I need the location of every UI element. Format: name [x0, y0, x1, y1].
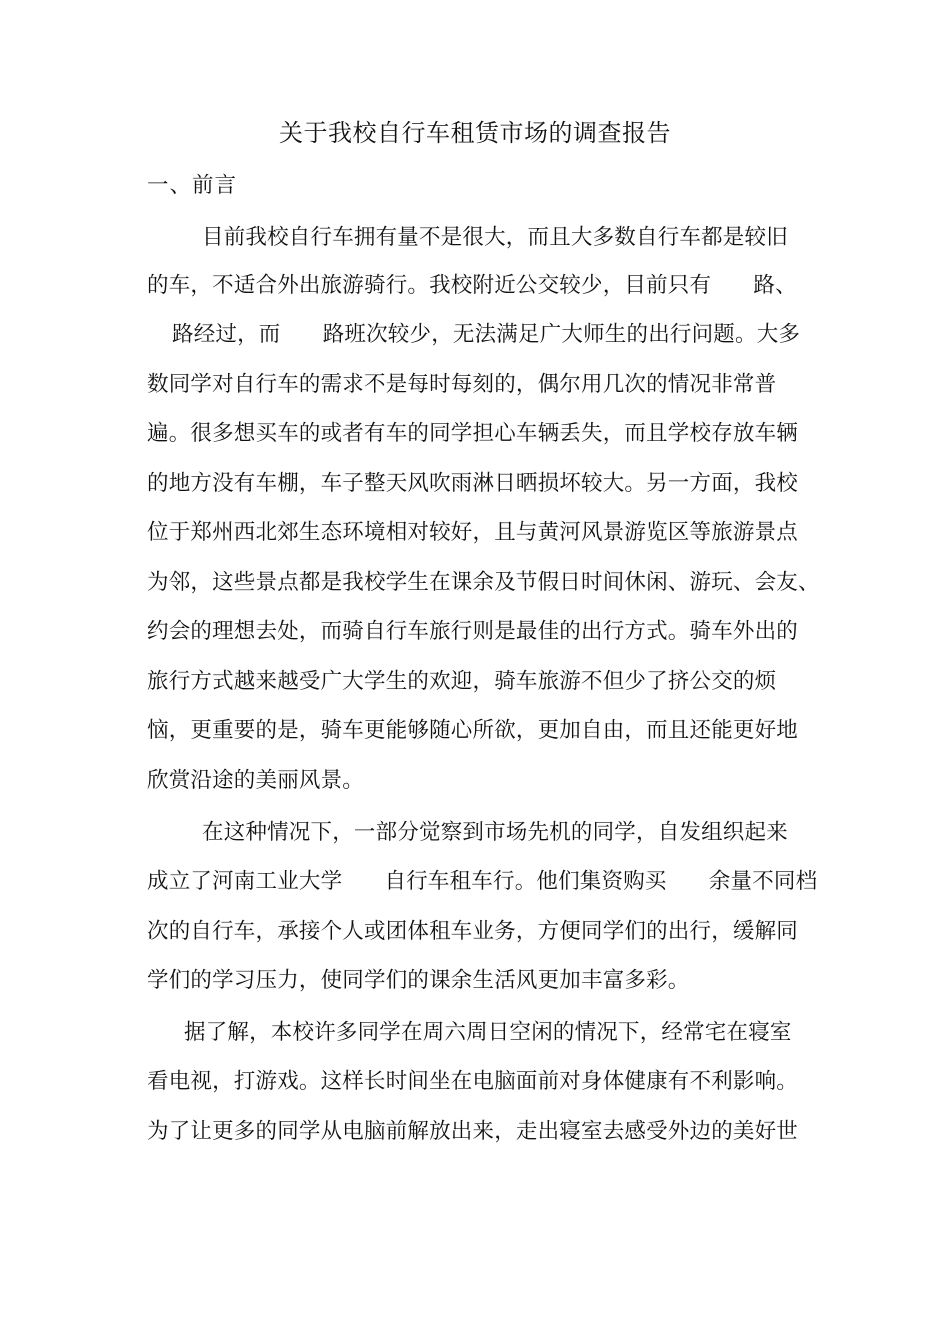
paragraph-line: 为邻，这些景点都是我校学生在课余及节假日时间休闲、游玩、会友、: [147, 570, 820, 595]
paragraph-line: 看电视，打游戏。这样长时间坐在电脑面前对身体健康有不利影响。: [147, 1069, 799, 1094]
paragraph-line: 成立了河南工业大学 自行车租车行。他们集资购买 余量不同档: [147, 869, 818, 894]
paragraph-line: 遍。很多想买车的或者有车的同学担心车辆丢失，而且学校存放车辆: [147, 421, 799, 446]
paragraph-line: 为了让更多的同学从电脑前解放出来，走出寝室去感受外边的美好世: [147, 1119, 799, 1144]
section-heading: 一、前言: [147, 173, 238, 198]
paragraph-line: 学们的学习压力，使同学们的课余生活风更加丰富多彩。: [147, 968, 690, 993]
document-title: 关于我校自行车租赁市场的调查报告: [279, 119, 671, 147]
paragraph-line: 位于郑州西北郊生态环境相对较好，且与黄河风景游览区等旅游景点: [147, 520, 799, 545]
paragraph-line: 的车，不适合外出旅游骑行。我校附近公交较少，目前只有 路、: [147, 273, 797, 298]
paragraph-line: 目前我校自行车拥有量不是很大，而且大多数自行车都是较旧: [202, 225, 788, 250]
paragraph-line: 欣赏沿途的美丽风景。: [147, 768, 365, 793]
paragraph-line: 约会的理想去处，而骑自行车旅行则是最佳的出行方式。骑车外出的: [147, 619, 799, 644]
paragraph-line: 的地方没有车棚，车子整天风吹雨淋日晒损坏较大。另一方面，我校: [147, 471, 799, 496]
paragraph-line: 旅行方式越来越受广大学生的欢迎，骑车旅游不但少了挤公交的烦: [147, 669, 777, 694]
paragraph-line: 数同学对自行车的需求不是每时每刻的，偶尔用几次的情况非常普: [147, 372, 777, 397]
paragraph-line: 据了解，本校许多同学在周六周日空闲的情况下，经常宅在寝室: [184, 1020, 792, 1045]
paragraph-line: 在这种情况下，一部分觉察到市场先机的同学，自发组织起来: [202, 820, 788, 845]
paragraph-line: 路经过，而 路班次较少，无法满足广大师生的出行问题。大多: [172, 322, 801, 347]
paragraph-line: 次的自行车，承接个人或团体租车业务，方便同学们的出行，缓解同: [147, 919, 799, 944]
paragraph-line: 恼，更重要的是，骑车更能够随心所欲，更加自由，而且还能更好地: [147, 718, 799, 743]
